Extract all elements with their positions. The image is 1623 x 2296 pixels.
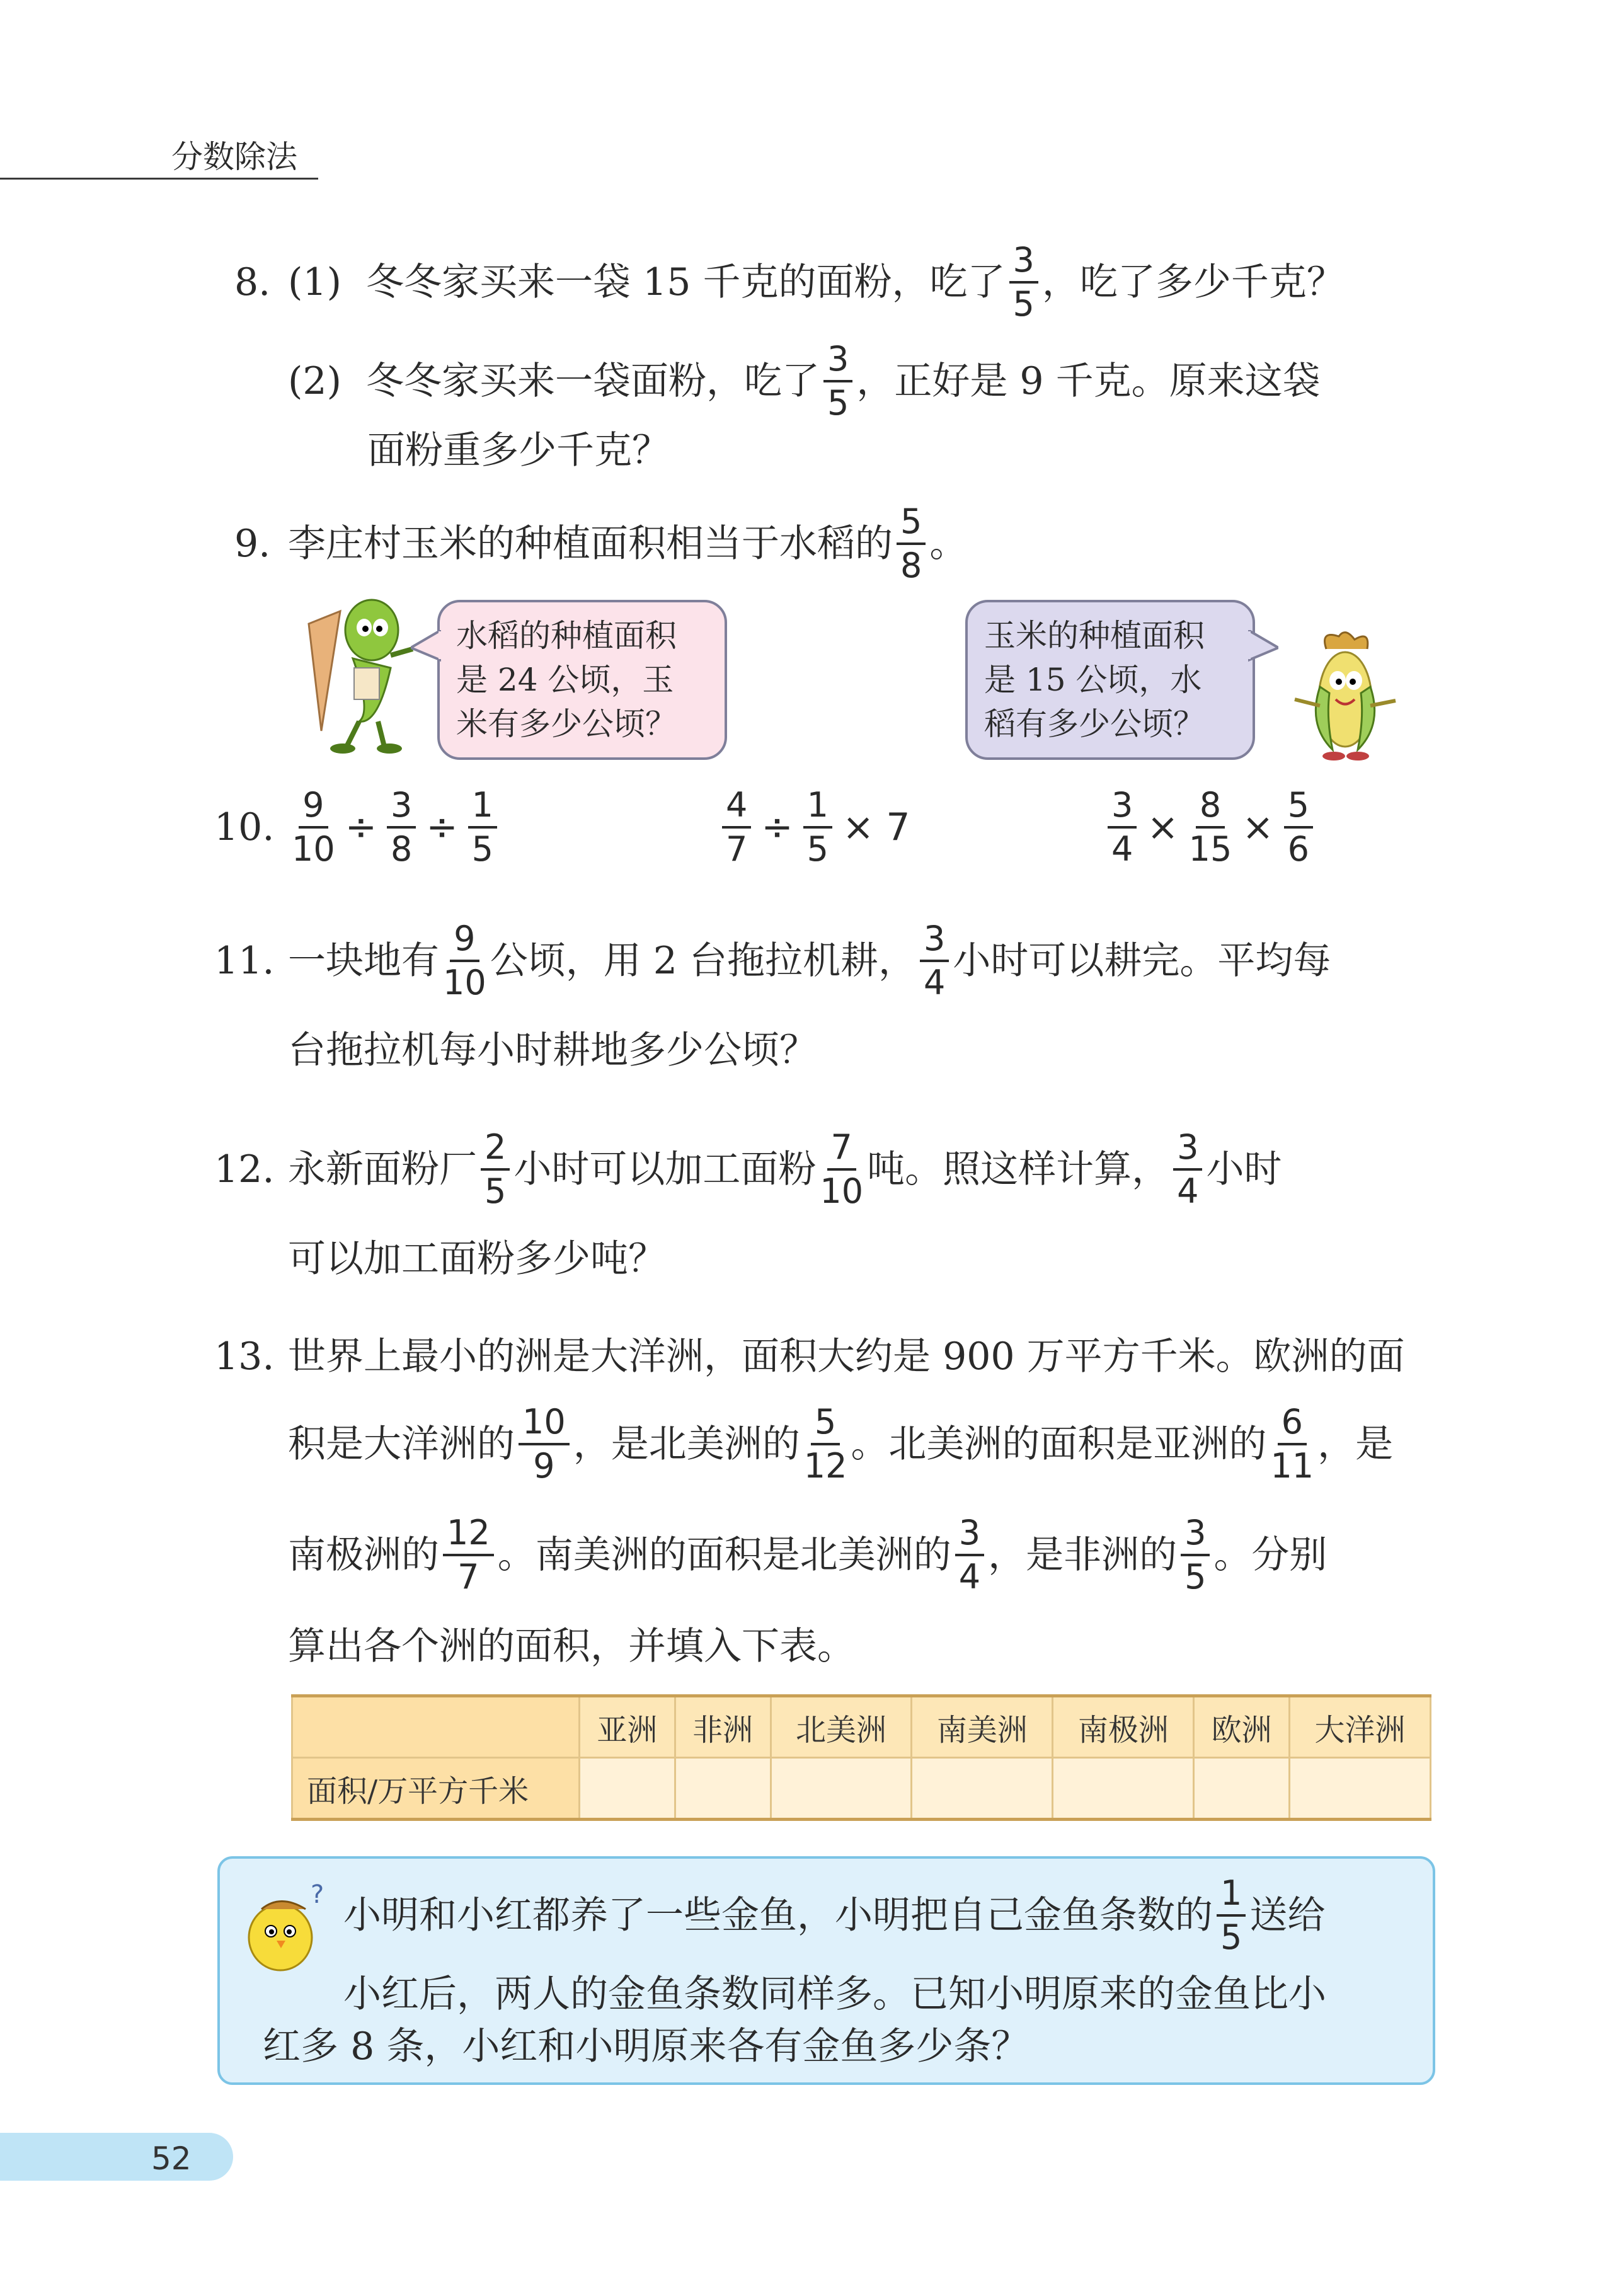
table-header-row bbox=[292, 1696, 1431, 1758]
fraction: $\frac{3}{8}$ bbox=[387, 788, 416, 866]
mascot-ruler-character bbox=[296, 586, 422, 756]
chick-thinking-icon bbox=[236, 1884, 331, 1978]
fraction: $\frac{1}{5}$ bbox=[468, 788, 497, 866]
fraction: $\frac{8}{15}$ bbox=[1188, 785, 1232, 869]
fraction: $\frac{5}{8}$ bbox=[897, 505, 926, 583]
fraction: $\frac{3}{4}$ bbox=[955, 1516, 984, 1594]
q11-line2: 台拖拉机每小时耕地多少公顷？ bbox=[288, 1028, 817, 1072]
svg-text:?: ? bbox=[311, 1884, 324, 1909]
challenge-line3: 红多 8 条，小红和小明原来各有金鱼多少条？ bbox=[263, 2024, 1029, 2069]
question-number: 11. bbox=[214, 939, 275, 983]
q9-line: 9. 李庄村玉米的种植面积相当于水稻的 $\frac{5}{8}$ 。 bbox=[234, 502, 968, 585]
q12-line1: 12. 永新面粉厂 $\frac{2}{5}$ 小时可以加工面粉 $\frac{7}{10}$ 吨。照这样计算， $\frac{3}{4}$ 小时 bbox=[214, 1127, 1282, 1211]
q13-line2: 积是大洋洲的 $\frac{10}{9}$ ，是北美洲的 $\frac{5}{12}$ 。北美洲的面积是亚洲的 $\frac{6}{11}$ ，是 bbox=[288, 1402, 1394, 1486]
fraction: $\frac{3}{5}$ bbox=[823, 342, 852, 420]
fraction: $\frac{9}{10}$ bbox=[443, 919, 486, 1002]
answer-cell[interactable] bbox=[675, 1758, 771, 1820]
fraction: $\frac{1}{5}$ bbox=[1217, 1876, 1246, 1954]
answer-cell[interactable] bbox=[580, 1758, 675, 1820]
header-rule bbox=[0, 178, 318, 180]
table-header-cell: 南极洲 bbox=[1053, 1696, 1194, 1758]
fraction: $\frac{3}{4}$ bbox=[1173, 1130, 1202, 1208]
q13-line3: 南极洲的 $\frac{12}{7}$ 。南美洲的面积是北美洲的 $\frac{3}{4}$ ，是非洲的 $\frac{3}{5}$ 。分别 bbox=[288, 1513, 1328, 1597]
q13-line4: 算出各个洲的面积，并填入下表。 bbox=[288, 1624, 855, 1668]
question-number: 12. bbox=[214, 1147, 275, 1191]
fraction: $\frac{3}{5}$ bbox=[1009, 243, 1038, 321]
fraction: $\frac{5}{12}$ bbox=[803, 1402, 847, 1486]
fraction: $\frac{2}{5}$ bbox=[481, 1130, 510, 1208]
challenge-line2: 小红后，两人的金鱼条数同样多。已知小明原来的金鱼比小 bbox=[343, 1972, 1326, 2016]
table-header-cell: 北美洲 bbox=[771, 1696, 912, 1758]
question-number: 10. bbox=[214, 805, 275, 849]
table-header-cell: 大洋洲 bbox=[1290, 1696, 1431, 1758]
q8-part2: (2) 冬冬家买来一袋面粉，吃了 $\frac{3}{5}$ ，正好是 9 千克。原来这袋 bbox=[288, 339, 1321, 423]
fraction: $\frac{12}{7}$ bbox=[443, 1516, 494, 1594]
table-header-cell: 欧洲 bbox=[1194, 1696, 1290, 1758]
answer-cell[interactable] bbox=[1194, 1758, 1290, 1820]
row-label: 面积/万平方千米 bbox=[292, 1758, 580, 1820]
fraction: $\frac{10}{9}$ bbox=[519, 1405, 570, 1483]
fraction: $\frac{3}{5}$ bbox=[1181, 1516, 1210, 1594]
answer-cell[interactable] bbox=[912, 1758, 1053, 1820]
challenge-line1: 小明和小红都养了一些金鱼，小明把自己金鱼条数的 $\frac{1}{5}$ 送给 bbox=[343, 1873, 1326, 1957]
page-number: 52 bbox=[151, 2140, 192, 2177]
fraction: $\frac{6}{11}$ bbox=[1270, 1402, 1314, 1486]
question-number: 13. bbox=[214, 1335, 275, 1379]
fraction: $\frac{3}{4}$ bbox=[1108, 788, 1137, 866]
q12-line2: 可以加工面粉多少吨？ bbox=[288, 1237, 666, 1281]
fraction: $\frac{7}{10}$ bbox=[820, 1127, 864, 1211]
q10-line: 10. $\frac{9}{10}$ ÷ $\frac{3}{8}$ ÷ $\frac{1}{5}$ bbox=[214, 783, 501, 871]
q11-line1: 11. 一块地有 $\frac{9}{10}$ 公顷，用 2 台拖拉机耕， $\frac{3}{4}$ 小时可以耕完。平均每 bbox=[214, 919, 1331, 1002]
bubble-tail bbox=[1248, 630, 1278, 662]
continent-area-table bbox=[291, 1694, 1431, 1821]
q8-part2-line2: 面粉重多少千克？ bbox=[367, 428, 670, 473]
speech-bubble-rice: 水稻的种植面积 是 24 公顷，玉 米有多少公顷？ bbox=[437, 600, 727, 760]
chapter-title: 分数除法 bbox=[171, 139, 297, 175]
table-header-cell: 南美洲 bbox=[912, 1696, 1053, 1758]
answer-cell[interactable] bbox=[1053, 1758, 1194, 1820]
q10-expression-3: $\frac{3}{4}$ × $\frac{8}{15}$ × $\frac{5}{6}$ bbox=[1104, 783, 1317, 871]
fraction: $\frac{9}{10}$ bbox=[292, 785, 335, 869]
question-number: 8. bbox=[234, 260, 271, 304]
page-number-tab bbox=[0, 2133, 233, 2181]
mascot-corn-character bbox=[1282, 630, 1408, 769]
table-header-cell: 亚洲 bbox=[580, 1696, 675, 1758]
q8-part1: 8. (1) 冬冬家买来一袋 15 千克的面粉，吃了 $\frac{3}{5}$ ，吃了多少千克？ bbox=[234, 240, 1345, 324]
fraction: $\frac{5}{6}$ bbox=[1284, 788, 1313, 866]
q13-line1: 13. 世界上最小的洲是大洋洲，面积大约是 900 万平方千米。欧洲的面 bbox=[214, 1335, 1405, 1379]
fraction: $\frac{4}{7}$ bbox=[722, 788, 751, 866]
answer-cell[interactable] bbox=[771, 1758, 912, 1820]
table-header-blank bbox=[292, 1696, 580, 1758]
bubble-tail bbox=[411, 630, 441, 662]
fraction: $\frac{3}{4}$ bbox=[920, 922, 949, 1000]
table-header-cell: 非洲 bbox=[675, 1696, 771, 1758]
table-row bbox=[292, 1758, 1431, 1820]
question-number: 9. bbox=[234, 522, 271, 566]
q10-expression-2: $\frac{4}{7}$ ÷ $\frac{1}{5}$ × 7 bbox=[718, 783, 917, 871]
fraction: $\frac{1}{5}$ bbox=[803, 788, 832, 866]
speech-bubble-corn: 玉米的种植面积 是 15 公顷，水 稻有多少公顷？ bbox=[965, 600, 1255, 760]
answer-cell[interactable] bbox=[1290, 1758, 1431, 1820]
